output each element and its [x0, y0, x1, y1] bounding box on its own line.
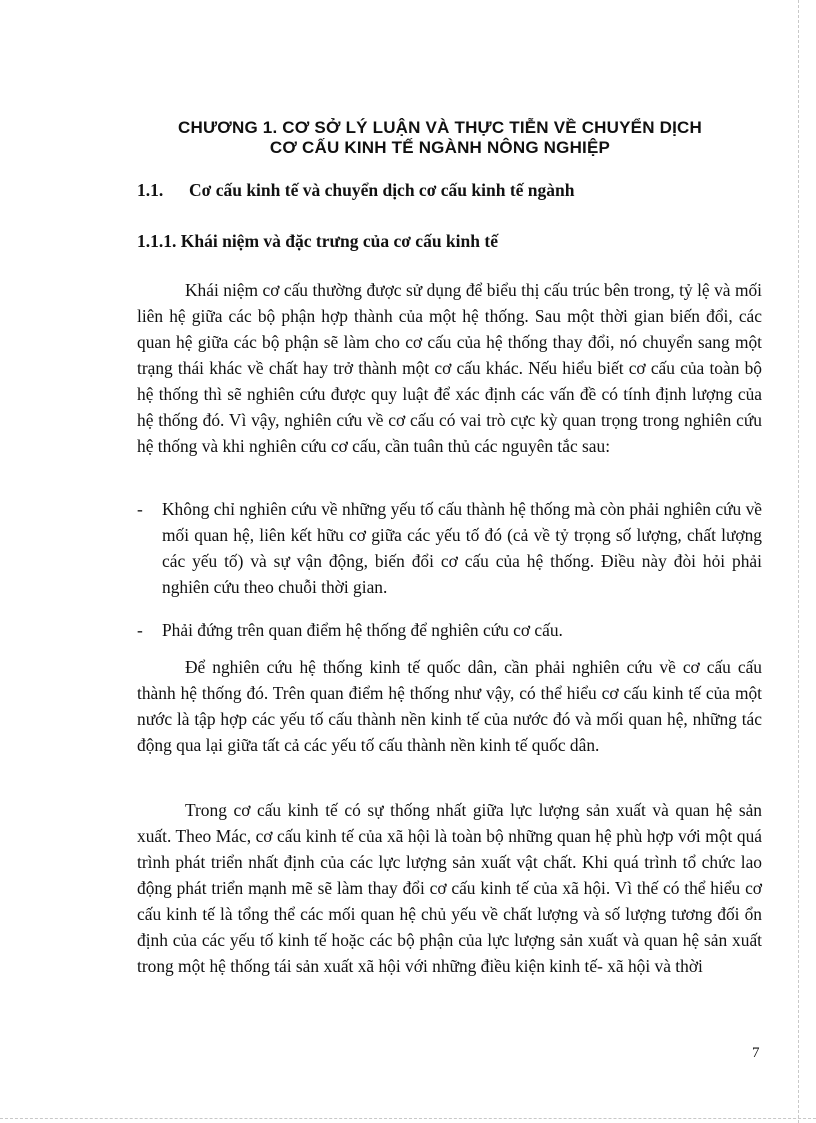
- chapter-heading-line-1: CHƯƠNG 1. CƠ SỞ LÝ LUẬN VÀ THỰC TIỄN VỀ CHUYỂN DỊCH: [178, 118, 702, 137]
- paragraph-2: Để nghiên cứu hệ thống kinh tế quốc dân, cần phải nghiên cứu về cơ cấu cấu thành hệ thống đó. Trên quan điểm hệ thống như vậy, có thể hiểu cơ cấu kinh tế của một nước là tập hợp các yếu tố cấu thành nền kinh tế của nước đó và mối quan hệ, những tác động qua lại giữa tất cả các yếu tố cấu thành nền kinh tế quốc dân.: [137, 657, 762, 755]
- bullet-item-1: [137, 496, 762, 600]
- bullet-text-1: Không chỉ nghiên cứu về những yếu tố cấu thành hệ thống mà còn phải nghiên cứu về mối quan hệ, liên kết hữu cơ giữa các yếu tố đó (cả về tỷ trọng số lượng, chất lượng các yếu tố) và sự vận động, biến đổi cơ cấu của hệ thống. Điều này đòi hỏi phải nghiên cứu theo chuỗi thời gian.: [162, 499, 762, 597]
- margin-guide-horizontal: [0, 1118, 816, 1119]
- bullet-dash: -: [137, 499, 143, 519]
- section-title: Cơ cấu kinh tế và chuyển dịch cơ cấu kinh tế ngành: [189, 180, 575, 200]
- paragraph-3: Trong cơ cấu kinh tế có sự thống nhất giữa lực lượng sản xuất và quan hệ sản xuất. Theo Mác, cơ cấu kinh tế của xã hội là toàn bộ những quan hệ phù hợp với một quá trình phát triển nhất định của các lực lượng sản xuất vật chất. Khi quá trình tổ chức lao động phát triển mạnh mẽ sẽ làm thay đổi cơ cấu kinh tế của xã hội. Vì thế có thể hiểu cơ cấu kinh tế là tổng thể các mối quan hệ chủ yếu về chất lượng và số lượng tương đối ổn định của các yếu tố kinh tế hoặc các bộ phận của lực lượng sản xuất và quan hệ sản xuất trong một hệ thống tái sản xuất xã hội với những điều kiện kinh tế- xã hội và thời: [137, 800, 762, 976]
- bullet-text-2: Phải đứng trên quan điểm hệ thống để nghiên cứu cơ cấu.: [162, 620, 563, 640]
- bullet-dash: -: [137, 620, 143, 640]
- bullet-item-2: [137, 617, 762, 643]
- margin-guide-vertical: [798, 0, 799, 1123]
- paragraph-1: Khái niệm cơ cấu thường được sử dụng để biểu thị cấu trúc bên trong, tỷ lệ và mối liên hệ giữa các bộ phận hợp thành của một hệ thống. Sau một thời gian biến đổi, các quan hệ giữa các bộ phận sẽ làm cho cơ cấu của hệ thống thay đổi, nó chuyển sang một trạng thái khác về chất hay trở thành một cơ cấu khác. Nếu hiểu biết cơ cấu của toàn bộ hệ thống thì sẽ nghiên cứu được quy luật để xác định các vấn đề có tính định lượng của hệ thống đó. Vì vậy, nghiên cứu về cơ cấu có vai trò cực kỳ quan trọng trong nghiên cứu hệ thống và khi nghiên cứu cơ cấu, cần tuân thủ các nguyên tắc sau:: [137, 280, 762, 456]
- section-number: 1.1.: [137, 180, 164, 200]
- section-heading: [137, 180, 575, 201]
- page-number: 7: [752, 1045, 760, 1061]
- chapter-heading: [150, 118, 730, 158]
- chapter-heading-line-2: CƠ CẤU KINH TẾ NGÀNH NÔNG NGHIỆP: [269, 138, 611, 157]
- subsection-heading: 1.1.1. Khái niệm và đặc trưng của cơ cấu kinh tế: [137, 231, 498, 251]
